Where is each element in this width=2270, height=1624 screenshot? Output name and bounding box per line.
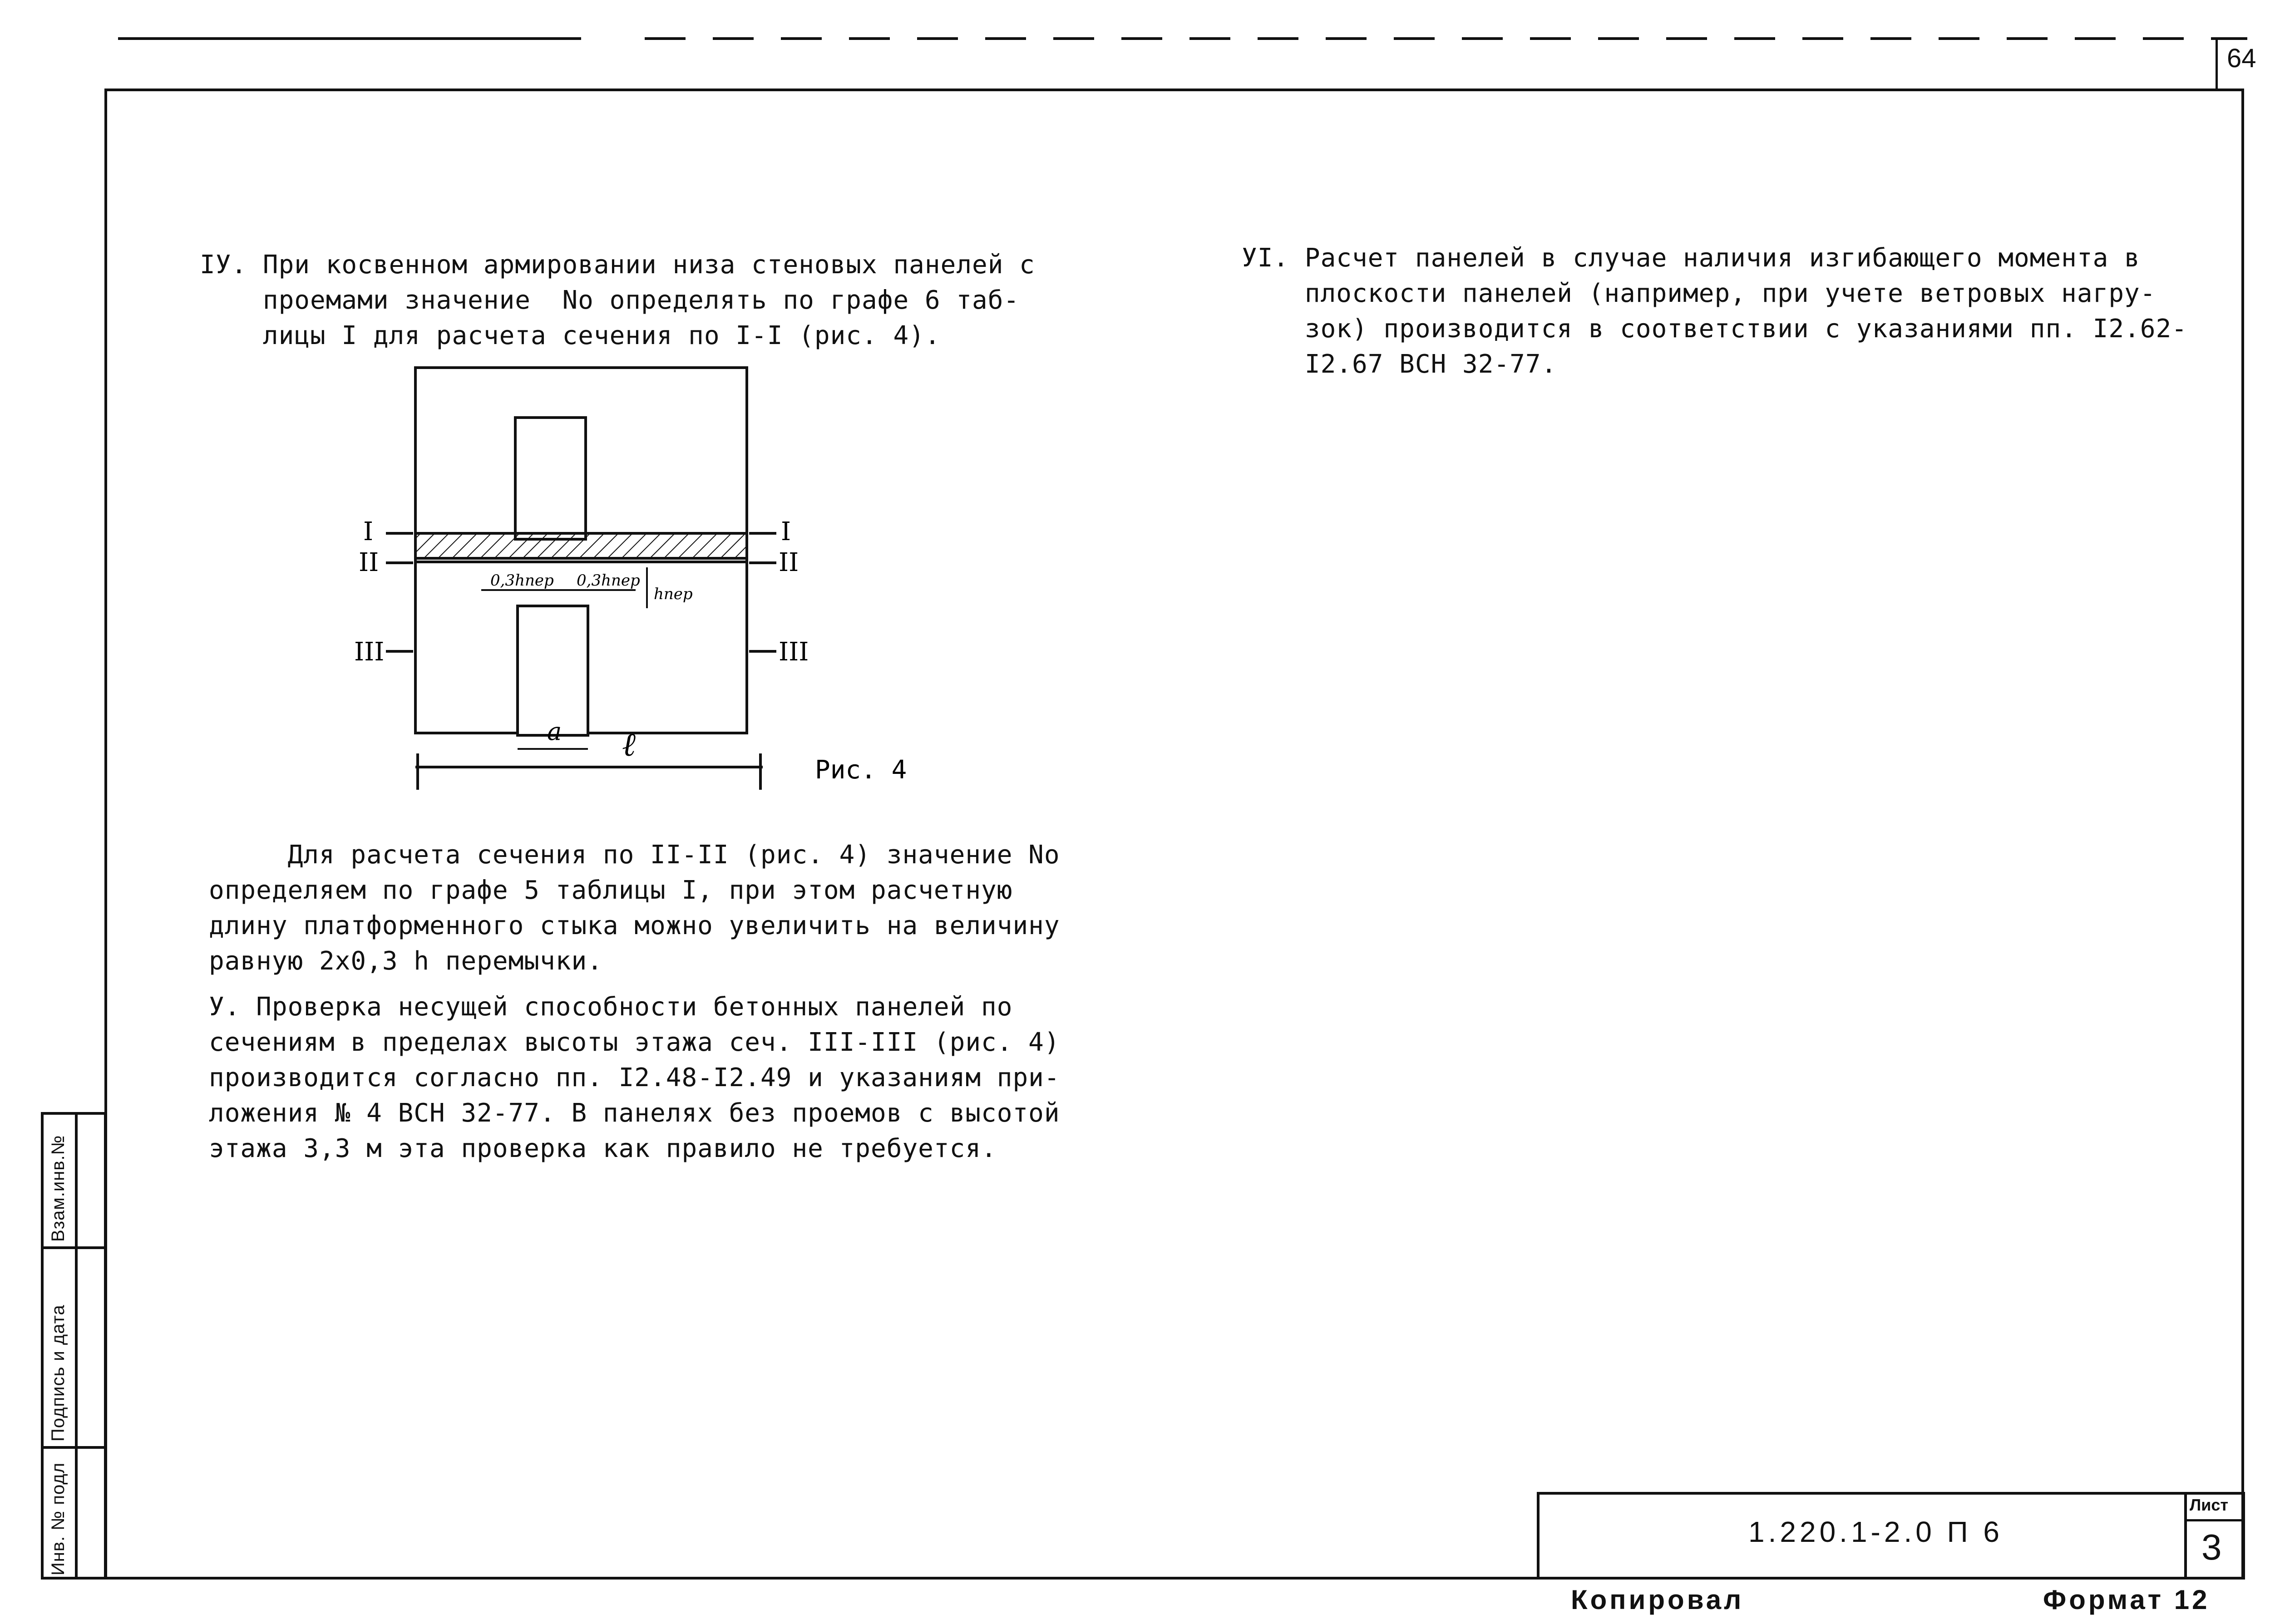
section-label-left: II: [359, 548, 379, 577]
section-vi-line: плоскости панелей (например, при учете ветровых нагру-: [1242, 279, 2156, 308]
dimension-label-2: 0,3hпер: [577, 571, 640, 590]
paragraph-line: длину платформенного стыка можно увеличить на величину: [209, 911, 1060, 940]
side-stamp: [41, 1112, 107, 1580]
section-label-right: I: [781, 517, 791, 546]
section-vi-line: УI. Расчет панелей в случае наличия изгибающего момента в: [1242, 243, 2140, 273]
section-vi-line: зок) производится в соответствии с указаниями пп. I2.62-: [1242, 314, 2187, 344]
corner-number: 64: [2227, 44, 2256, 73]
platform-joint: [415, 533, 747, 558]
lower-opening: [518, 606, 588, 735]
section-v-line: ложения № 4 ВСН 32-77. В панелях без проемов с высотой: [209, 1098, 1060, 1128]
dimension-label-a: a: [547, 717, 562, 746]
section-label-right: II: [779, 548, 799, 577]
side-stamp-label-inv: Инв. № подл: [48, 1462, 68, 1575]
section-v-line: производится согласно пп. I2.48-I2.49 и указаниям при-: [209, 1063, 1060, 1093]
dimension-label-h: hпер: [654, 585, 693, 603]
side-stamp-label-replace: Взам.инв.№: [48, 1135, 68, 1242]
dimension-label-l: ℓ: [622, 725, 636, 763]
figure-caption: Рис. 4: [815, 755, 907, 785]
paragraph-line: равную 2х0,3 h перемычки.: [209, 946, 603, 976]
document-code: 1.220.1-2.0 П 6: [1748, 1516, 2003, 1548]
section-v-line: сечениям в пределах высоты этажа сеч. III-III (рис. 4): [209, 1028, 1060, 1057]
section-iv-line: проемами значение Nо определять по графе 6 таб-: [200, 285, 1020, 315]
top-rule-dashed: [645, 37, 2247, 40]
upper-opening: [515, 418, 586, 539]
footer-copied: Копировал: [1571, 1585, 1744, 1615]
sheet-divider: [2187, 1519, 2242, 1521]
section-label-left: I: [363, 517, 374, 546]
sheet-box: [2184, 1495, 2242, 1577]
footer-format: Формат 12: [2043, 1585, 2210, 1615]
section-v-line: этажа 3,3 м эта проверка как правило не требуется.: [209, 1134, 997, 1163]
title-block: [1537, 1492, 2245, 1580]
section-label-left: III: [354, 637, 385, 667]
section-iv-line: IУ. При косвенном армировании низа стеновых панелей с: [200, 250, 1035, 280]
section-v-line: У. Проверка несущей способности бетонных панелей по: [209, 992, 1013, 1022]
side-stamp-divider: [44, 1446, 104, 1449]
top-rule: [118, 37, 581, 40]
section-label-right: III: [779, 637, 809, 667]
section-vi-line: I2.67 ВСН 32-77.: [1242, 349, 1557, 379]
dimension-label-1: 0,3hпер: [490, 571, 554, 590]
section-iv-line: лицы I для расчета сечения по I-I (рис. 4).: [200, 321, 941, 350]
paragraph-line: определяем по графе 5 таблицы I, при этом расчетную: [209, 876, 1013, 905]
paragraph-line: Для расчета сечения по II-II (рис. 4) значение Nо: [209, 840, 1060, 870]
side-stamp-label-signature: Подпись и дата: [48, 1304, 68, 1442]
corner-divider: [2216, 40, 2218, 90]
figure-4: [345, 354, 935, 799]
sheet-label: Лист: [2190, 1496, 2229, 1514]
sheet-number: 3: [2201, 1527, 2222, 1567]
side-stamp-divider: [44, 1246, 104, 1249]
